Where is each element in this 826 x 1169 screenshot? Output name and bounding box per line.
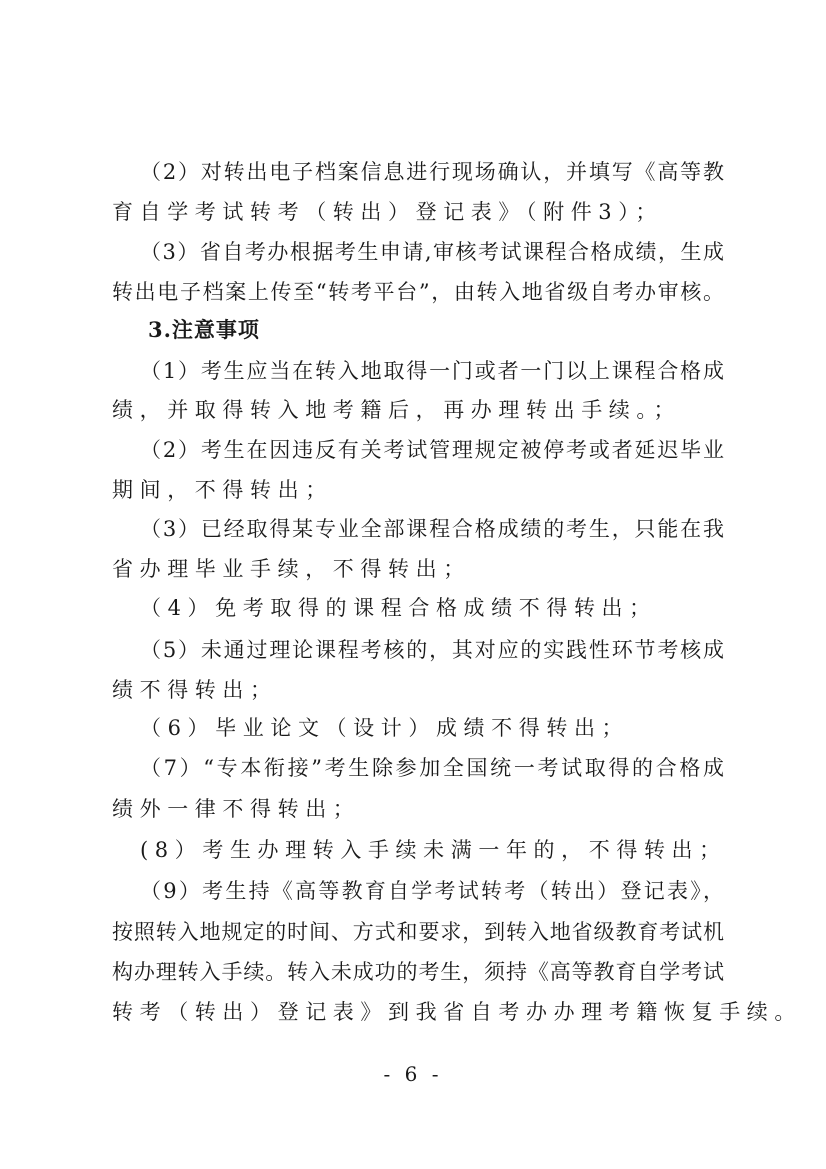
paragraph-line: 育自学考试转考（转出）登记表》（附件3）； [112, 200, 663, 224]
paragraph-line: （9）考生持《高等教育自学考试转考（转出）登记表》， [140, 879, 724, 903]
paragraph-line: （1）考生应当在转入地取得一门或者一门以上课程合格成 [140, 359, 724, 383]
paragraph-line: 绩，并取得转入地考籍后，再办理转出手续。； [112, 398, 682, 422]
paragraph-line: （4）免考取得的课程合格成绩不得转出； [140, 596, 657, 620]
paragraph-line: 构办理转入手续。转入未成功的考生，须持《高等教育自学考试 [112, 960, 724, 984]
paragraph-line: 绩外一律不得转出； [112, 797, 361, 821]
paragraph-line: 期间，不得转出； [112, 478, 333, 502]
paragraph-line: （3）已经取得某专业全部课程合格成绩的考生，只能在我 [140, 517, 724, 541]
paragraph-line: （2）考生在因违反有关考试管理规定被停考或者延迟毕业 [140, 438, 724, 462]
paragraph-line: 按照转入地规定的时间、方式和要求，到转入地省级教育考试机 [112, 920, 724, 944]
paragraph-line: （6）毕业论文（设计）成绩不得转出； [140, 716, 630, 740]
page-number: - 6 - [383, 1062, 443, 1086]
paragraph-line: 转考（转出）登记表》到我省自考办办理考籍恢复手续。 [112, 1000, 802, 1024]
paragraph-line: 绩不得转出； [112, 678, 278, 702]
paragraph-line: （5）未通过理论课程考核的，其对应的实践性环节考核成 [140, 638, 724, 662]
paragraph-line: （3）省自考办根据考生申请,审核考试课程合格成绩，生成 [140, 240, 724, 264]
paragraph-line: （7）“专本衔接”考生除参加全国统一考试取得的合格成 [140, 756, 724, 780]
paragraph-line: 转出电子档案上传至“转考平台”，由转入地省级自考办审核。 [112, 280, 724, 304]
paragraph-line: （2）对转出电子档案信息进行现场确认，并填写《高等教 [140, 160, 724, 184]
section-heading: 3.注意事项 [148, 317, 260, 342]
paragraph-line: 省办理毕业手续，不得转出； [112, 557, 471, 581]
paragraph-line: (8）考生办理转入手续未满一年的，不得转出； [140, 838, 727, 862]
